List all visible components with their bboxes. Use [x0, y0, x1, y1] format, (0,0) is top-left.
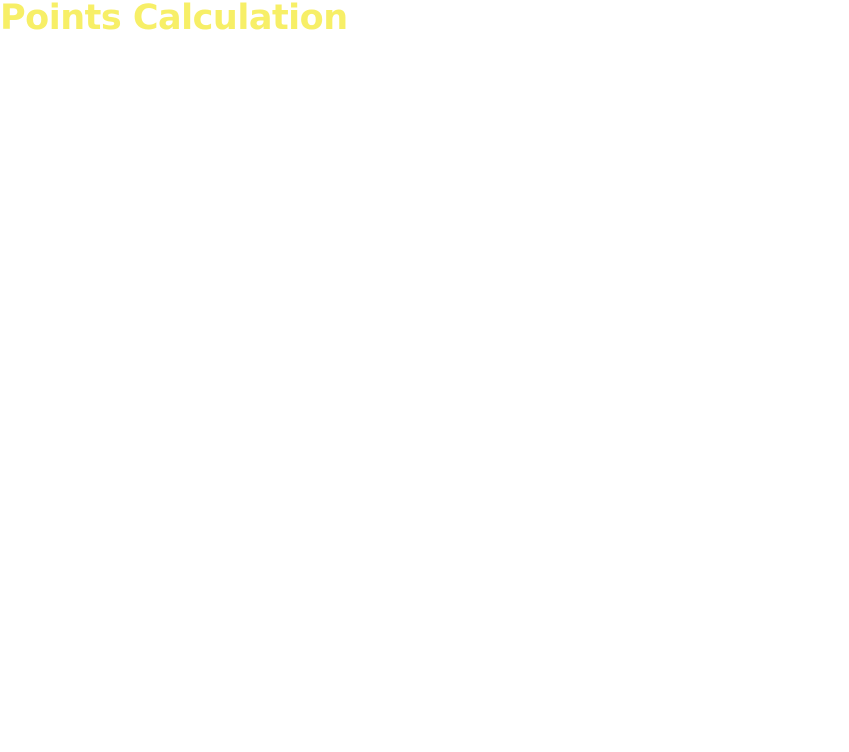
page-title: Points Calculation — [0, 0, 348, 38]
content-area — [0, 44, 849, 752]
